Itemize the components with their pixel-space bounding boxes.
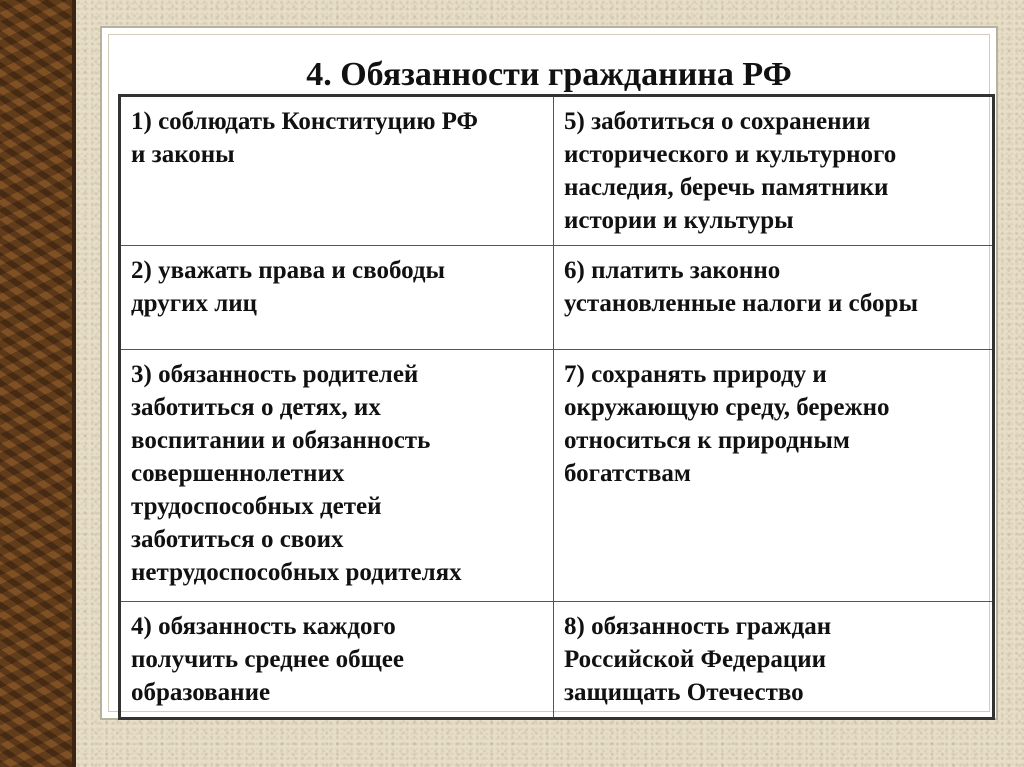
duty-cell-2: 2) уважать права и свободы других лиц	[120, 246, 554, 350]
table-row	[120, 350, 994, 602]
table-row	[120, 602, 994, 719]
table-row	[120, 96, 994, 246]
duty-cell-5: 5) заботиться о сохранении исторического и культурного наследия, беречь памятники истории и культуры	[554, 96, 994, 246]
duty-cell-4: 4) обязанность каждого получить среднее общее образование	[120, 602, 554, 719]
duty-cell-7: 7) сохранять природу и окружающую среду, бережно относиться к природным богатствам	[554, 350, 994, 602]
duty-cell-1: 1) соблюдать Конституцию РФ и законы	[120, 96, 554, 246]
table-row	[120, 246, 994, 350]
duty-cell-6: 6) платить законно установленные налоги и сборы	[554, 246, 994, 350]
duties-table	[118, 94, 995, 720]
duty-cell-8: 8) обязанность граждан Российской Федерации защищать Отечество	[554, 602, 994, 719]
duty-cell-3: 3) обязанность родителей заботиться о детях, их воспитании и обязанность совершеннолетних трудоспособных детей заботиться о своих нетрудоспособных родителях	[120, 350, 554, 602]
decorative-wood-border	[0, 0, 72, 767]
slide-frame	[100, 26, 998, 720]
slide-title: 4. Обязанности гражданина РФ	[306, 56, 792, 93]
